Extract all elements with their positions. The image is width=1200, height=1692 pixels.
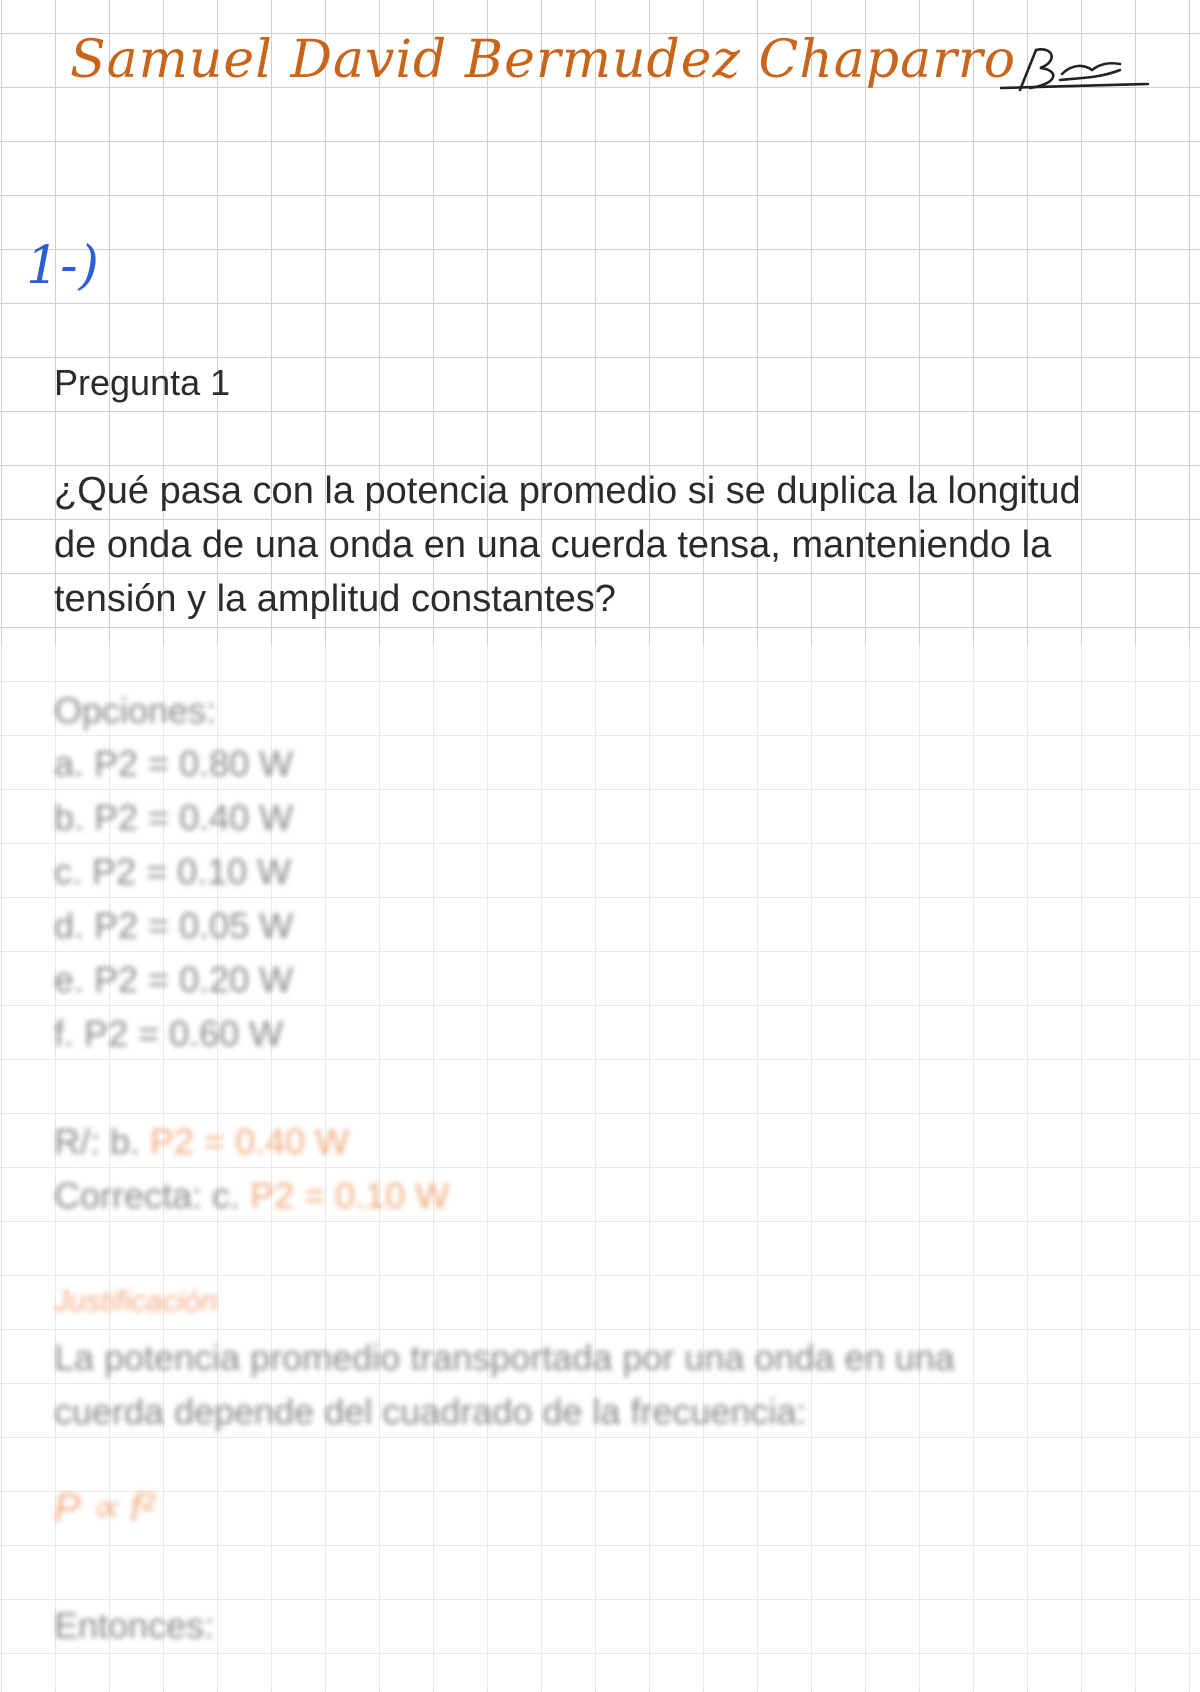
- correct-label: Correcta: c.: [54, 1175, 241, 1216]
- question-title: Pregunta 1: [54, 362, 231, 403]
- option-item: e. P2 = 0.20 W: [54, 959, 294, 1000]
- option-item: f. P2 = 0.60 W: [54, 1013, 284, 1054]
- justification-heading: Justificación: [54, 1285, 218, 1318]
- answer-line: [54, 1121, 349, 1163]
- option-item: c. P2 = 0.10 W: [54, 851, 292, 892]
- option-item: d. P2 = 0.05 W: [54, 905, 294, 946]
- answer-value: P2 = 0.40 W: [150, 1121, 350, 1162]
- next-label: Entonces:: [54, 1605, 215, 1646]
- option-item: a. P2 = 0.80 W: [54, 743, 294, 784]
- formula: P ∝ f²: [54, 1486, 155, 1530]
- student-name: Samuel David Bermudez Chaparro: [70, 30, 1017, 90]
- correct-line: [54, 1175, 449, 1217]
- answer-label: R/: b.: [54, 1121, 141, 1162]
- correct-value: P2 = 0.10 W: [250, 1175, 450, 1216]
- question-line: tensión y la amplitud constantes?: [54, 578, 616, 620]
- options-heading: Opciones:: [54, 690, 217, 731]
- justification-line: cuerda depende del cuadrado de la frecuencia:: [54, 1391, 807, 1432]
- question-number: 1-): [26, 236, 100, 296]
- question-line: de onda de una onda en una cuerda tensa, manteniendo la: [54, 524, 1052, 566]
- justification-line: La potencia promedio transportada por una onda en una: [54, 1337, 955, 1378]
- option-item: b. P2 = 0.40 W: [54, 797, 294, 838]
- question-line: ¿Qué pasa con la potencia promedio si se duplica la longitud: [54, 470, 1081, 512]
